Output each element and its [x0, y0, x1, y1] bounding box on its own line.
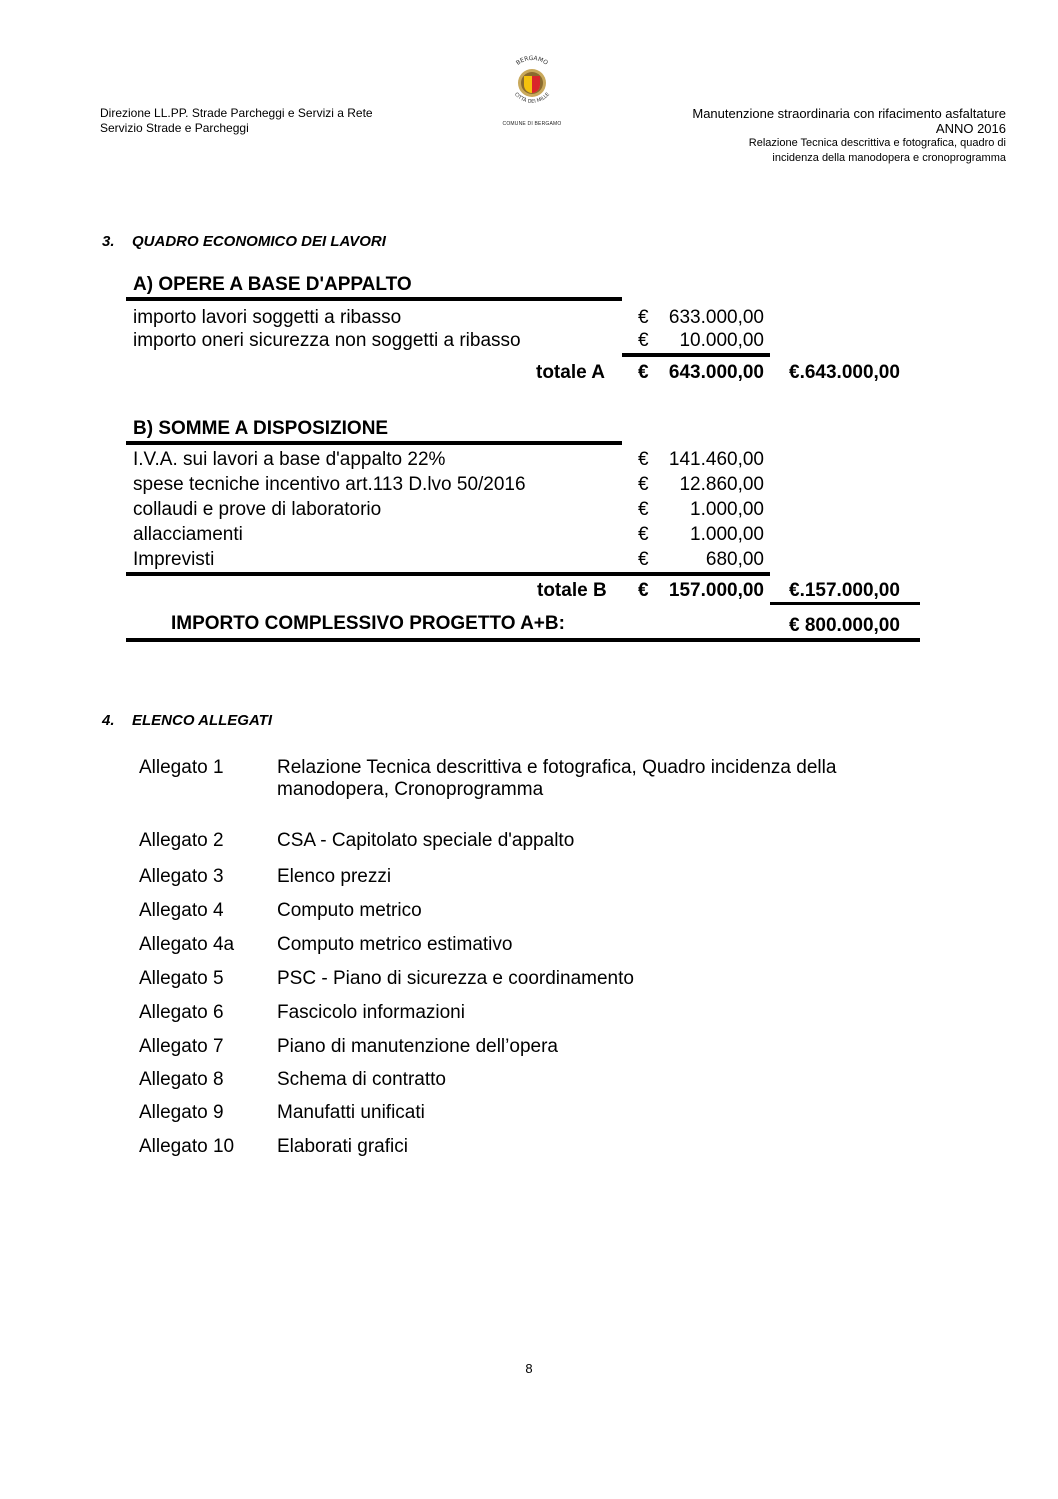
- header-service: Servizio Strade e Parcheggi: [100, 121, 249, 135]
- attachment-label: Allegato 3: [139, 866, 224, 887]
- row-b4-amount: [638, 524, 764, 546]
- currency-symbol: €: [638, 330, 649, 351]
- header-doc-title-2: incidenza della manodopera e cronoprogramma: [772, 152, 1006, 164]
- header-department: Direzione LL.PP. Strade Parcheggi e Servizi a Rete: [100, 106, 373, 120]
- attachment-description: Piano di manutenzione dell’opera: [277, 1036, 558, 1057]
- total-a-amount: [638, 362, 764, 384]
- row-b5-amount: [638, 549, 764, 571]
- attachment-label: Allegato 2: [139, 830, 224, 851]
- row-b3-amount: [638, 499, 764, 521]
- attachment-description: Relazione Tecnica descrittiva e fotografica, Quadro incidenza della manodopera, Cronoprogramma: [277, 757, 837, 800]
- row-a1-label: importo lavori soggetti a ribasso: [133, 307, 402, 328]
- currency-symbol: €: [638, 307, 649, 328]
- grand-total-value: € 800.000,00: [789, 615, 900, 636]
- header-project-title: Manutenzione straordinaria con rifacimento asfaltature: [692, 106, 1006, 121]
- group-a-subtotal-rule: [622, 353, 770, 357]
- amount-value: 633.000,00: [668, 307, 764, 328]
- amount-value: 680,00: [705, 549, 764, 570]
- total-b-carried: €.157.000,00: [789, 580, 900, 601]
- attachment-description: Computo metrico: [277, 900, 422, 921]
- attachment-description: Manufatti unificati: [277, 1102, 425, 1123]
- total-b-label: totale B: [537, 580, 607, 601]
- grand-total-bottom-rule: [126, 638, 920, 642]
- group-a-title: A) OPERE A BASE D'APPALTO: [133, 274, 412, 295]
- attachment-description: Schema di contratto: [277, 1069, 446, 1090]
- currency-symbol: €: [638, 580, 649, 601]
- row-b1-amount: [638, 449, 764, 471]
- section-3-heading: [102, 233, 386, 250]
- logo-motto: CITTÀ DEI MILLE: [512, 91, 552, 105]
- total-a-label: totale A: [536, 362, 605, 383]
- logo-caption: COMUNE DI BERGAMO: [502, 121, 562, 127]
- coat-of-arms-icon: [496, 52, 568, 118]
- attachment-label: Allegato 4a: [139, 934, 235, 955]
- amount-value: 1.000,00: [690, 499, 764, 520]
- group-b-subtotal-rule: [126, 572, 770, 576]
- amount-value: 141.460,00: [668, 449, 764, 470]
- attachment-description: Elenco prezzi: [277, 866, 392, 887]
- currency-symbol: €: [638, 499, 649, 520]
- attachment-description: Fascicolo informazioni: [277, 1002, 465, 1023]
- section-3-title: QUADRO ECONOMICO DEI LAVORI: [132, 233, 386, 250]
- attachment-label: Allegato 8: [139, 1069, 224, 1090]
- row-a2-label: importo oneri sicurezza non soggetti a ribasso: [133, 330, 521, 351]
- page-number: 8: [525, 1361, 533, 1376]
- grand-total-label: IMPORTO COMPLESSIVO PROGETTO A+B:: [171, 613, 565, 634]
- amount-value: 12.860,00: [679, 474, 764, 495]
- row-a2-amount: [638, 330, 764, 352]
- currency-symbol: €: [638, 362, 649, 383]
- section-4-title: ELENCO ALLEGATI: [132, 712, 272, 729]
- currency-symbol: €: [638, 549, 649, 570]
- attachment-label: Allegato 1: [139, 757, 224, 778]
- section-4-heading: [102, 712, 272, 729]
- attachment-description: CSA - Capitolato speciale d'appalto: [277, 830, 575, 851]
- amount-value: 10.000,00: [679, 330, 764, 351]
- attachment-label: Allegato 9: [139, 1102, 224, 1123]
- logo-city-name: BERGAMO: [514, 54, 550, 67]
- row-b5-label: Imprevisti: [133, 549, 215, 570]
- row-b2-label: spese tecniche incentivo art.113 D.lvo 50/2016: [133, 474, 526, 495]
- currency-symbol: €: [638, 474, 649, 495]
- currency-symbol: €: [638, 449, 649, 470]
- attachment-description: Elaborati grafici: [277, 1136, 408, 1157]
- attachment-description: Computo metrico estimativo: [277, 934, 513, 955]
- currency-symbol: €: [638, 524, 649, 545]
- amount-value: 157.000,00: [668, 580, 764, 601]
- city-logo: [496, 52, 568, 127]
- grand-total-top-rule: [770, 602, 920, 605]
- amount-value: 643.000,00: [668, 362, 764, 383]
- row-b3-label: collaudi e prove di laboratorio: [133, 499, 382, 520]
- group-b-title-rule: [126, 441, 622, 445]
- row-b2-amount: [638, 474, 764, 496]
- attachment-label: Allegato 7: [139, 1036, 224, 1057]
- section-4-number: 4.: [102, 712, 115, 729]
- amount-value: 1.000,00: [690, 524, 764, 545]
- attachment-label: Allegato 10: [139, 1136, 235, 1157]
- attachment-description: PSC - Piano di sicurezza e coordinamento: [277, 968, 634, 989]
- attachment-label: Allegato 6: [139, 1002, 224, 1023]
- group-b-title: B) SOMME A DISPOSIZIONE: [133, 418, 389, 439]
- total-b-amount: [638, 580, 764, 602]
- attachment-label: Allegato 4: [139, 900, 224, 921]
- total-a-carried: €.643.000,00: [789, 362, 900, 383]
- section-3-number: 3.: [102, 233, 115, 250]
- header-left: [100, 106, 373, 136]
- row-b1-label: I.V.A. sui lavori a base d'appalto 22%: [133, 449, 446, 470]
- header-year: ANNO 2016: [935, 121, 1006, 136]
- svg-text:BERGAMO: [515, 55, 549, 67]
- row-a1-amount: [638, 307, 764, 329]
- group-a-title-rule: [126, 297, 622, 301]
- row-b4-label: allacciamenti: [133, 524, 243, 545]
- header-right: [692, 106, 1006, 166]
- attachment-label: Allegato 5: [139, 968, 224, 989]
- header-doc-title-1: Relazione Tecnica descrittiva e fotografica, quadro di: [748, 137, 1006, 149]
